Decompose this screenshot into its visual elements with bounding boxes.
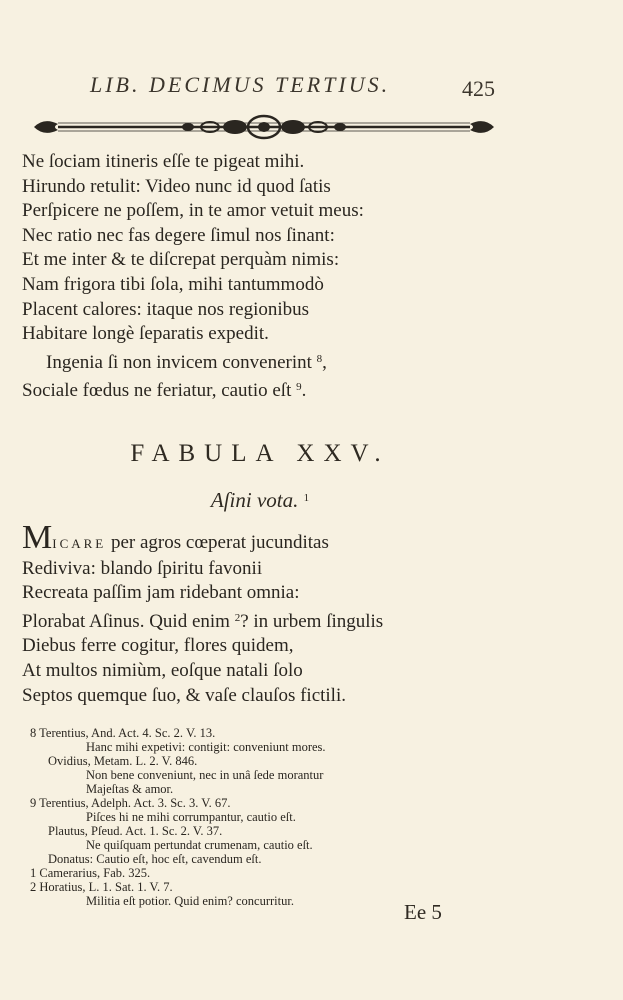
punctuation: . <box>301 380 307 402</box>
punctuation: , <box>322 351 327 373</box>
initial-capital: M <box>22 519 53 556</box>
running-title: LIB. DECIMUS TERTIUS. <box>90 72 391 97</box>
signature-mark: Ee 5 <box>404 900 442 924</box>
footnote-line: Majeſtas & amor. <box>86 782 174 796</box>
verse-line: Habitare longè ſeparatis expedit. <box>22 323 269 345</box>
verse-text: per agros cœperat jucunditas <box>106 532 329 553</box>
fable-subtitle <box>0 488 520 513</box>
verse-line-first <box>22 519 462 557</box>
verse-line: Nec ratio nec fas degere ſimul nos ſinant: <box>22 224 335 246</box>
verse-text: Plorabat Aſinus. Quid enim <box>22 610 230 632</box>
verse-line: Nam frigora tibi ſola, mihi tantummodò <box>22 273 324 295</box>
footnotes <box>30 726 470 908</box>
footnote-ref: 2 <box>234 611 241 624</box>
moral-line <box>22 347 462 376</box>
footnote-line: Hanc mihi expetivi: contigit: conveniunt mores. <box>86 740 326 754</box>
verse-line: Ne ſociam itineris eſſe te pigeat mihi. <box>22 151 305 172</box>
verse-line: Et me inter & te diſcrepat perquàm nimis: <box>22 249 340 271</box>
verse-text: ? in urbem ſingulis <box>240 610 384 632</box>
moral-text: Sociale fœdus ne feriatur, cautio eſt <box>22 380 292 402</box>
verse-line: Septos quemque ſuo, & vaſe clauſos fictili. <box>22 684 346 706</box>
decorative-rule-ornament <box>30 112 498 142</box>
moral-text: Ingenia ſi non invicem convenerint <box>46 351 312 373</box>
subtitle-text: Aſini vota. <box>210 488 299 512</box>
moral-line <box>22 375 462 404</box>
footnote-line: Ne quiſquam pertundat crumenam, cautio eſt. <box>86 838 313 852</box>
verse-line: Hirundo retulit: Video nunc id quod ſatis <box>22 175 331 197</box>
verse-line: At multos nimiùm, eoſque natali ſolo <box>22 659 303 681</box>
footnote-line: Piſces hi ne mihi corrumpantur, cautio eſt. <box>86 810 296 824</box>
footnote-ref: 9 <box>296 381 302 394</box>
footnote-line: 8 Terentius, And. Act. 4. Sc. 2. V. 13. <box>30 726 216 740</box>
footnote-ref: 8 <box>316 352 323 365</box>
verse-line: Recreata paſſim jam ridebant omnia: <box>22 582 300 604</box>
footnote-line: Militia eſt potior. Quid enim? concurritur. <box>86 894 294 908</box>
footnote-ref: 1 <box>303 492 310 504</box>
footnote-line: 2 Horatius, L. 1. Sat. 1. V. 7. <box>30 880 173 894</box>
verse-line: Placent calores: itaque nos regionibus <box>22 298 310 320</box>
verse-block-fable <box>22 519 462 708</box>
verse-line: Perſpicere ne poſſem, in te amor vetuit meus: <box>22 200 364 222</box>
footnote-line: Donatus: Cautio eſt, hoc eſt, cavendum eſt. <box>48 852 262 866</box>
verse-line <box>22 606 462 635</box>
page-number: 425 <box>462 76 495 101</box>
footnote-line: 9 Terentius, Adelph. Act. 3. Sc. 3. V. 67. <box>30 796 231 810</box>
footnote-line: Non bene conveniunt, nec in unâ ſede morantur <box>86 768 324 782</box>
verse-line: Rediviva: blando ſpiritu favonii <box>22 557 263 579</box>
footnote-line: Plautus, Pſeud. Act. 1. Sc. 2. V. 37. <box>48 824 223 838</box>
smallcaps-word: ICARE <box>52 536 107 551</box>
footnote-line: Ovidius, Metam. L. 2. V. 846. <box>48 754 198 768</box>
verse-block-top <box>22 150 462 404</box>
footnote-line: 1 Camerarius, Fab. 325. <box>30 866 151 880</box>
fable-title: FABULA XXV. <box>130 440 390 467</box>
verse-line: Diebus ferre cogitur, flores quidem, <box>22 635 294 657</box>
